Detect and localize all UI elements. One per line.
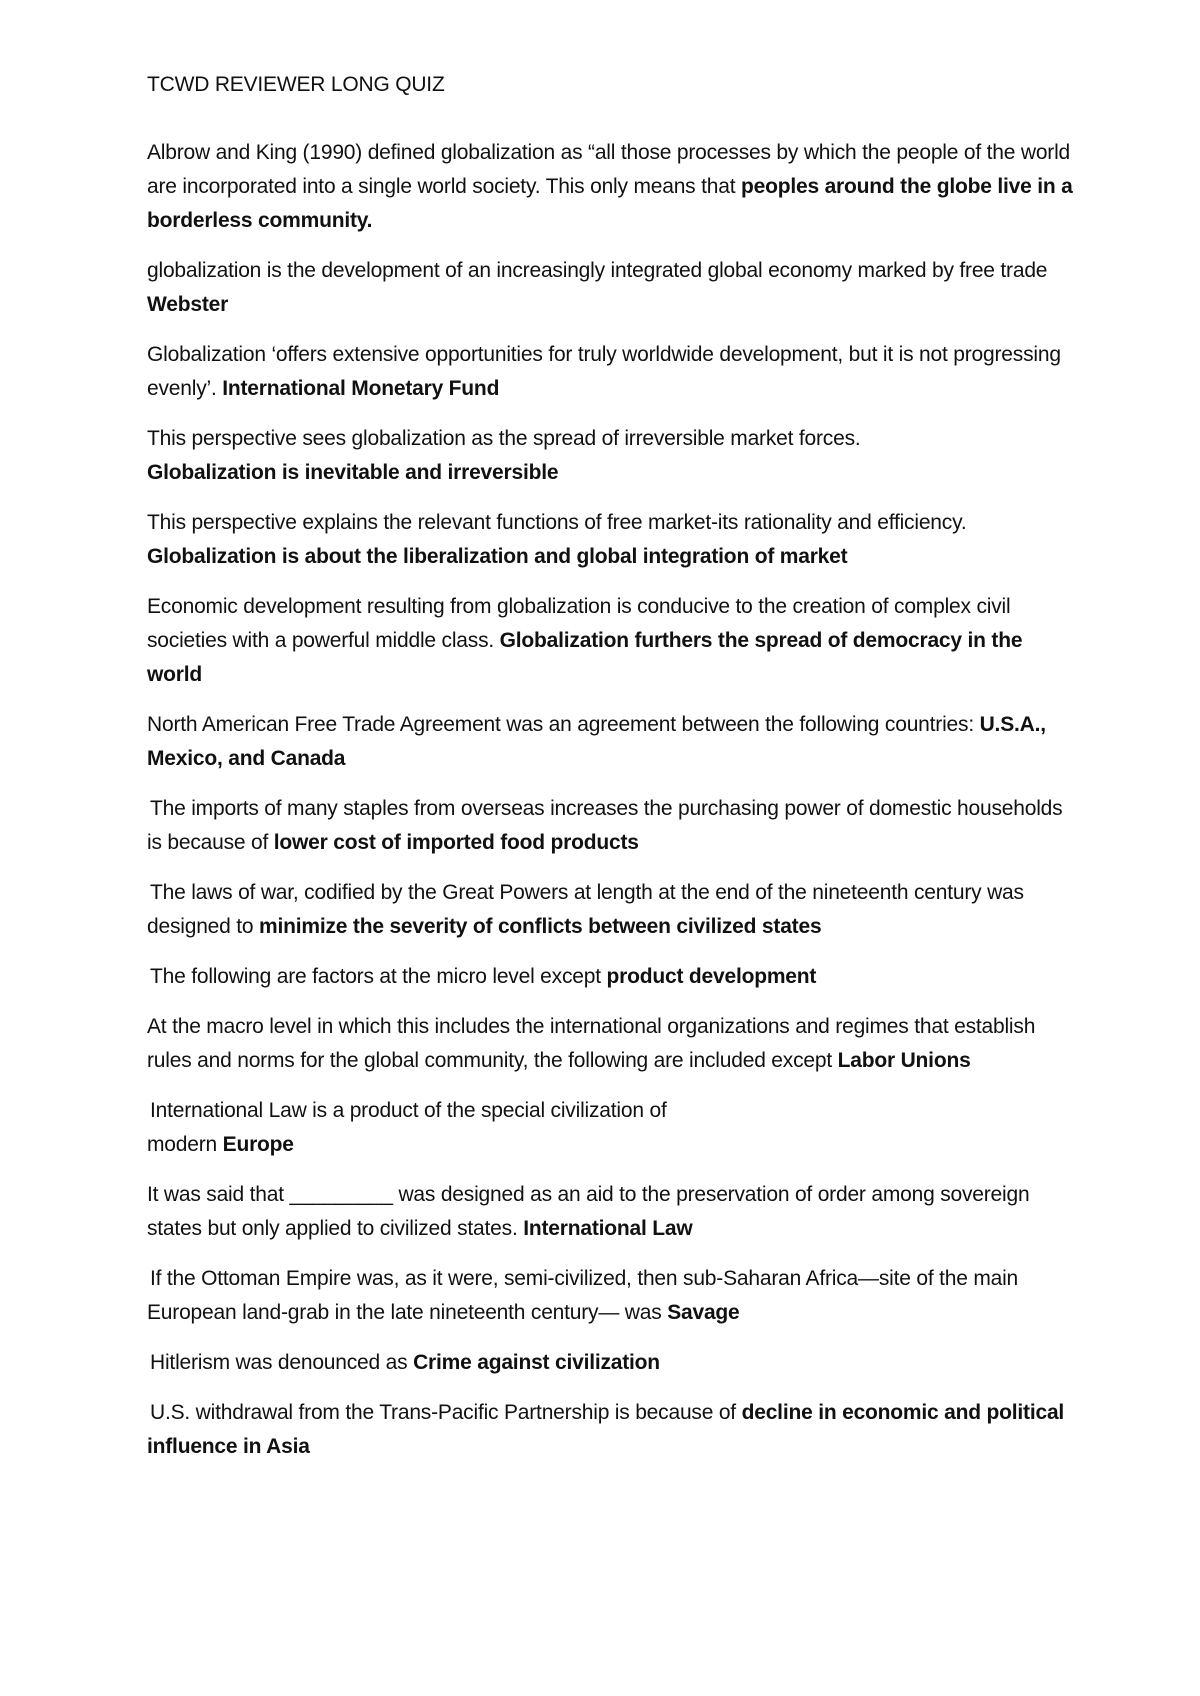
question-text: The following are factors at the micro level except xyxy=(150,965,607,988)
review-item-8 xyxy=(147,792,1077,860)
answer-text: Webster xyxy=(147,293,229,316)
review-item-11 xyxy=(147,1010,1077,1078)
answer-text: lower cost of imported food products xyxy=(273,831,639,854)
answer-text: product development xyxy=(606,965,817,988)
question-text: U.S. withdrawal from the Trans-Pacific Partnership is because of xyxy=(150,1401,742,1424)
question-text: If the Ottoman Empire was, as it were, semi-civilized, then sub-Saharan Africa—site of the main European land-grab in the late nineteenth century— was xyxy=(147,1267,1019,1324)
question-text-continued: modern xyxy=(147,1133,223,1156)
review-item-10 xyxy=(147,960,1077,994)
review-item-6 xyxy=(147,590,1077,692)
document-page xyxy=(147,68,1077,1480)
question-text: The laws of war, codified by the Great Powers at length at the end of the nineteenth century was designed to xyxy=(147,881,1024,938)
answer-text: International Law xyxy=(523,1217,693,1240)
review-item-5 xyxy=(147,506,1077,574)
review-item-9 xyxy=(147,876,1077,944)
answer-text: Savage xyxy=(667,1301,740,1324)
review-item-3 xyxy=(147,338,1077,406)
review-item-7 xyxy=(147,708,1077,776)
question-text: Albrow and King (1990) defined globalization as “all those processes by which the people of the world are incorporated into a single world society. This only means that xyxy=(147,141,1071,198)
review-item-13 xyxy=(147,1178,1077,1246)
answer-text: International Monetary Fund xyxy=(222,377,500,400)
question-text: The imports of many staples from overseas increases the purchasing power of domestic households is because of xyxy=(147,797,1063,854)
question-text: It was said that _________ was designed as an aid to the preservation of order among sovereign states but only applied to civilized states. xyxy=(147,1183,1030,1240)
answer-text: U.S.A., Mexico, and Canada xyxy=(147,713,1046,770)
answer-text: Globalization is about the liberalization and global integration of market xyxy=(147,545,848,568)
review-item-14 xyxy=(147,1262,1077,1330)
review-item-15 xyxy=(147,1346,1077,1380)
question-text: At the macro level in which this includes the international organizations and regimes that establish rules and norms for the global community, the following are included except xyxy=(147,1015,1036,1072)
review-item-2 xyxy=(147,254,1077,322)
review-item-12 xyxy=(147,1094,1077,1162)
answer-text: decline in economic and political influence in Asia xyxy=(147,1401,1065,1458)
question-text: International Law is a product of the special civilization of xyxy=(150,1099,667,1122)
question-text: This perspective explains the relevant functions of free market-its rationality and efficiency. xyxy=(147,511,967,534)
question-text: globalization is the development of an increasingly integrated global economy marked by free trade xyxy=(147,259,1048,282)
question-text: North American Free Trade Agreement was an agreement between the following countries: xyxy=(147,713,980,736)
answer-text: Globalization furthers the spread of democracy in the world xyxy=(147,629,1023,686)
question-text: Economic development resulting from globalization is conducive to the creation of complex civil societies with a powerful middle class. xyxy=(147,595,1011,652)
review-item-4 xyxy=(147,422,1077,490)
answer-text: Labor Unions xyxy=(837,1049,971,1072)
answer-text: Globalization is inevitable and irreversible xyxy=(147,461,559,484)
review-item-16 xyxy=(147,1396,1077,1464)
answer-text: Crime against civilization xyxy=(413,1351,660,1374)
answer-text: peoples around the globe live in a borderless community. xyxy=(147,175,1073,232)
review-item-1 xyxy=(147,136,1077,238)
question-text: Hitlerism was denounced as xyxy=(150,1351,414,1374)
question-text: Globalization ‘offers extensive opportunities for truly worldwide development, but it is not progressing evenly’. xyxy=(147,343,1061,400)
question-text: This perspective sees globalization as the spread of irreversible market forces. xyxy=(147,427,861,450)
document-title: TCWD REVIEWER LONG QUIZ xyxy=(147,73,445,96)
answer-text: Europe xyxy=(222,1133,294,1156)
answer-text: minimize the severity of conflicts between civilized states xyxy=(259,915,822,938)
